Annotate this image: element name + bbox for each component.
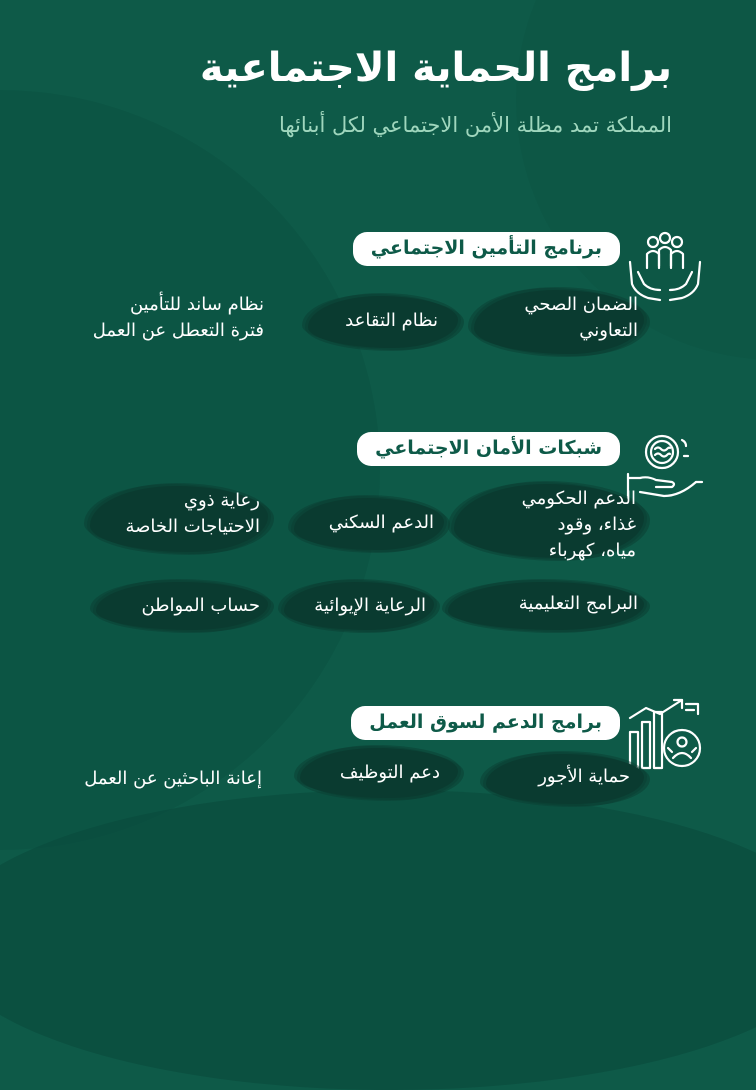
item-wage-protection: حماية الأجور	[538, 766, 630, 787]
section-label-labor-market-support: برامج الدعم لسوق العمل	[351, 706, 620, 740]
background-shape	[0, 90, 380, 850]
item-employment-support: دعم التوظيف	[339, 762, 440, 783]
background-shape	[0, 790, 756, 1090]
section-label-social-safety-nets: شبكات الأمان الاجتماعي	[357, 432, 620, 466]
page-subtitle: المملكة تمد مظلة الأمن الاجتماعي لكل أبنائها	[278, 113, 672, 137]
growth-chart-worker-icon	[624, 696, 706, 778]
item-job-seekers-aid: إعانة الباحثين عن العمل	[84, 768, 262, 789]
item-educational-programs: البرامج التعليمية	[518, 593, 638, 614]
item-shelter-care: الرعاية الإيوائية	[314, 595, 426, 616]
item-government-support: الدعم الحكومي غذاء، وقود مياه، كهرباء	[521, 488, 636, 562]
page-title: برامج الحماية الاجتماعية	[199, 45, 672, 91]
section-label-social-insurance: برنامج التأمين الاجتماعي	[353, 232, 620, 266]
item-saned-unemployment: نظام ساند للتأمين فترة التعطل عن العمل	[92, 294, 264, 342]
item-citizen-account: حساب المواطن	[141, 595, 260, 616]
item-special-needs-care: رعاية ذوي الاحتياجات الخاصة	[125, 490, 260, 538]
coin-on-hand-icon	[624, 426, 706, 508]
item-retirement-system: نظام التقاعد	[345, 310, 438, 331]
item-health-insurance: الضمان الصحي التعاوني	[524, 294, 638, 342]
item-housing-support: الدعم السكني	[328, 512, 434, 533]
